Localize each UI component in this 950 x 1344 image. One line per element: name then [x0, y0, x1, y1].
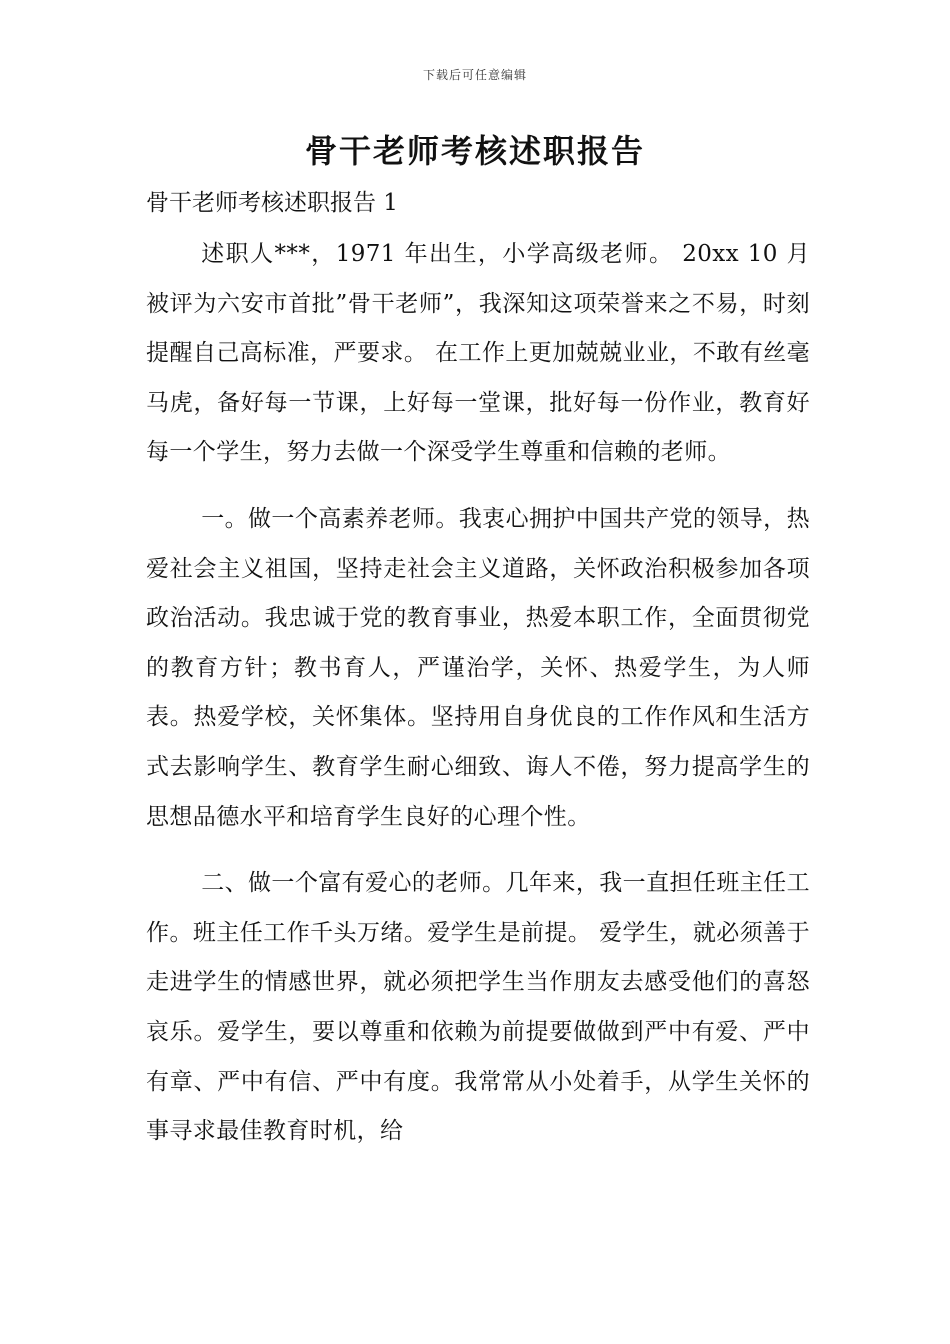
paragraph-intro: 述职人***，1971 年出生，小学高级老师。 20xx 10 月被评为六安市首批”骨干老师”，我深知这项荣誉来之不易，时刻提醒自己高标准，严要求。 在工作上更加兢兢业业，不敢有丝毫马虎，备好每一节课，上好每一堂课，批好每一份作业，教育好每一个学生，努力去做一个深受学生尊重和信赖的老师。	[146, 241, 810, 466]
document-subtitle: 骨干老师考核述职报告 1	[146, 190, 398, 216]
paragraph-section-two: 二、做一个富有爱心的老师。几年来，我一直担任班主任工作。班主任工作千头万绪。爱学生是前提。 爱学生，就必须善于走进学生的情感世界，就必须把学生当作朋友去感受他们的喜怒哀乐。爱学生，要以尊重和依赖为前提要做做到严中有爱、严中有章、严中有信、严中有度。我常常从小处着手，从学生关怀的事寻求最佳教育时机，给	[146, 870, 810, 1145]
document-title: 骨干老师考核述职报告	[304, 132, 645, 170]
paragraph-section-one: 一。做一个高素养老师。我衷心拥护中国共产党的领导，热爱社会主义祖国，坚持走社会主义道路，关怀政治积极参加各项政治活动。我忠诚于党的教育事业，热爱本职工作，全面贯彻党的教育方针；教书育人，严谨治学，关怀、热爱学生，为人师表。热爱学校，关怀集体。坚持用自身优良的工作作风和生活方式去影响学生、教育学生耐心细致、诲人不倦，努力提高学生的思想品德水平和培育学生良好的心理个性。	[146, 505, 810, 830]
header-note: 下载后可任意编辑	[422, 68, 527, 82]
document-body	[146, 230, 810, 1174]
